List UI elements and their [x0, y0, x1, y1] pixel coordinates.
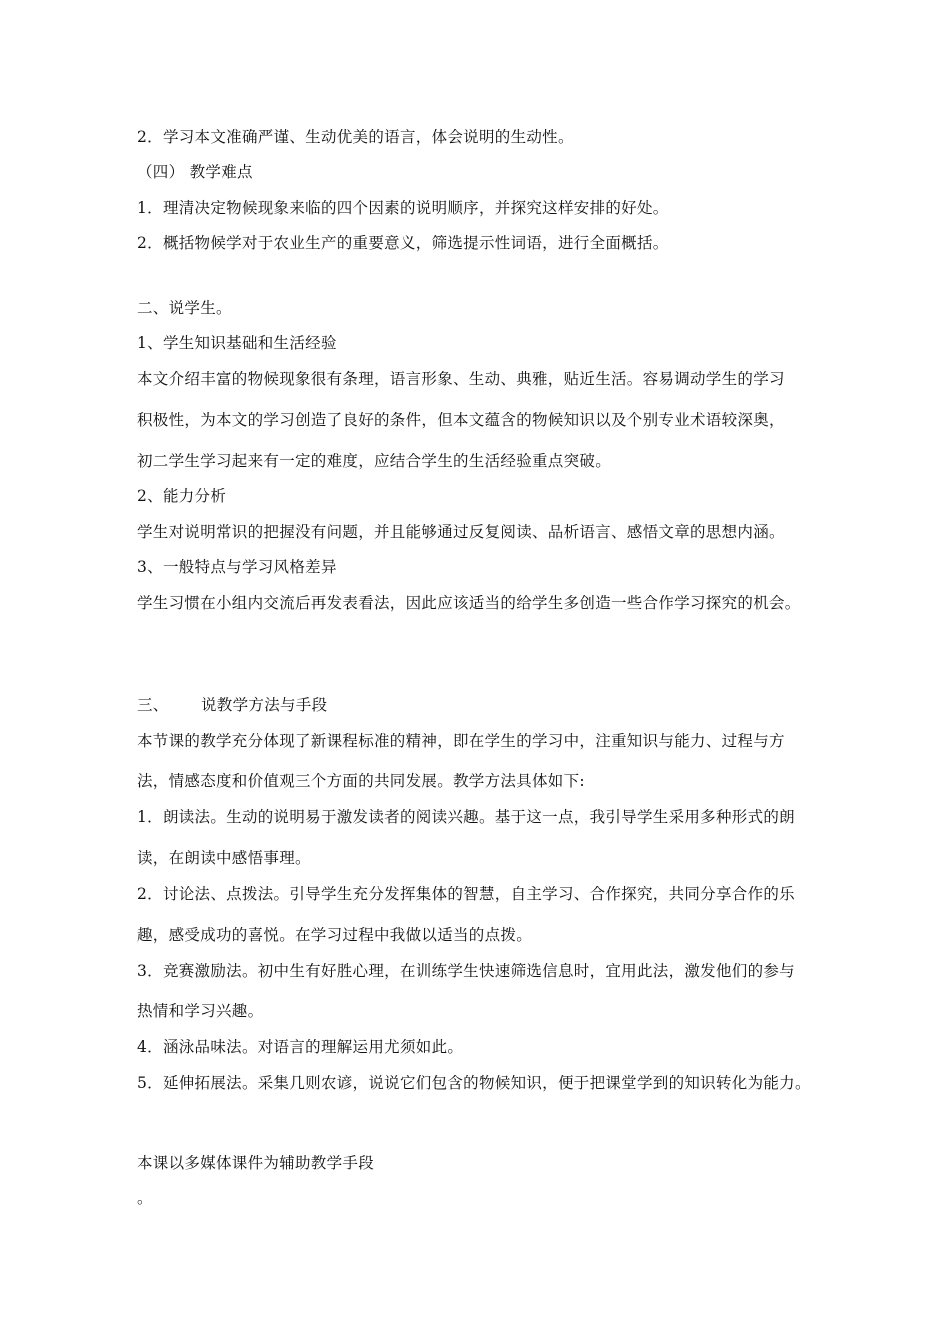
section-title: 说教学方法与手段	[201, 696, 328, 714]
paragraph-line: 本节课的教学充分体现了新课程标准的精神，即在学生的学习中，注重知识与能力、过程与方	[137, 732, 785, 750]
trailing-period: 。	[137, 1189, 153, 1207]
difficulty-1: 1．理清决定物候现象来临的四个因素的说明顺序，并探究这样安排的好处。	[137, 199, 669, 217]
paragraph-line: 初二学生学习起来有一定的难度，应结合学生的生活经验重点突破。	[137, 452, 612, 470]
section-number: 三、	[137, 696, 169, 714]
subheading-learning-style: 3、一般特点与学习风格差异	[137, 558, 337, 576]
paragraph-line: 法，情感态度和价值观三个方面的共同发展。教学方法具体如下:	[137, 772, 585, 790]
objective-2: 2．学习本文准确严谨、生动优美的语言，体会说明的生动性。	[137, 128, 574, 146]
paragraph-line: 积极性，为本文的学习创造了良好的条件，但本文蕴含的物候知识以及个别专业术语较深奥，	[137, 411, 785, 429]
method-5: 5．延伸拓展法。采集几则农谚，说说它们包含的物候知识，便于把课堂学到的知识转化为能力。	[137, 1074, 811, 1092]
paragraph-line: 学生习惯在小组内交流后再发表看法，因此应该适当的给学生多创造一些合作学习探究的机会。	[137, 594, 801, 612]
subheading-knowledge-base: 1、学生知识基础和生活经验	[137, 334, 337, 352]
subheading-ability-analysis: 2、能力分析	[137, 487, 227, 505]
paragraph-line: 学生对说明常识的把握没有问题，并且能够通过反复阅读、品析语言、感悟文章的思想内涵。	[137, 523, 785, 541]
paragraph-line: 本文介绍丰富的物候现象很有条理，语言形象、生动、典雅，贴近生活。容易调动学生的学习	[137, 370, 785, 388]
method-3: 3．竞赛激励法。初中生有好胜心理，在训练学生快速筛选信息时，宜用此法，激发他们的参与	[137, 962, 795, 980]
method-2: 2．讨论法、点拨法。引导学生充分发挥集体的智慧，自主学习、合作探究，共同分享合作的乐	[137, 885, 795, 903]
section-heading-students: 二、说学生。	[137, 299, 232, 317]
multimedia-note: 本课以多媒体课件为辅助教学手段	[137, 1154, 375, 1172]
paragraph-line: 读，在朗读中感悟事理。	[137, 849, 311, 867]
method-1: 1．朗读法。生动的说明易于激发读者的阅读兴趣。基于这一点，我引导学生采用多种形式的朗	[137, 808, 795, 826]
section-heading-teaching-difficulties: （四） 教学难点	[137, 163, 253, 181]
difficulty-2: 2．概括物候学对于农业生产的重要意义，筛选提示性词语，进行全面概括。	[137, 234, 669, 252]
method-4: 4．涵泳品味法。对语言的理解运用尤须如此。	[137, 1038, 464, 1056]
section-heading-methods	[137, 695, 327, 715]
paragraph-line: 热情和学习兴趣。	[137, 1002, 264, 1020]
paragraph-line: 趣，感受成功的喜悦。在学习过程中我做以适当的点拨。	[137, 926, 533, 944]
